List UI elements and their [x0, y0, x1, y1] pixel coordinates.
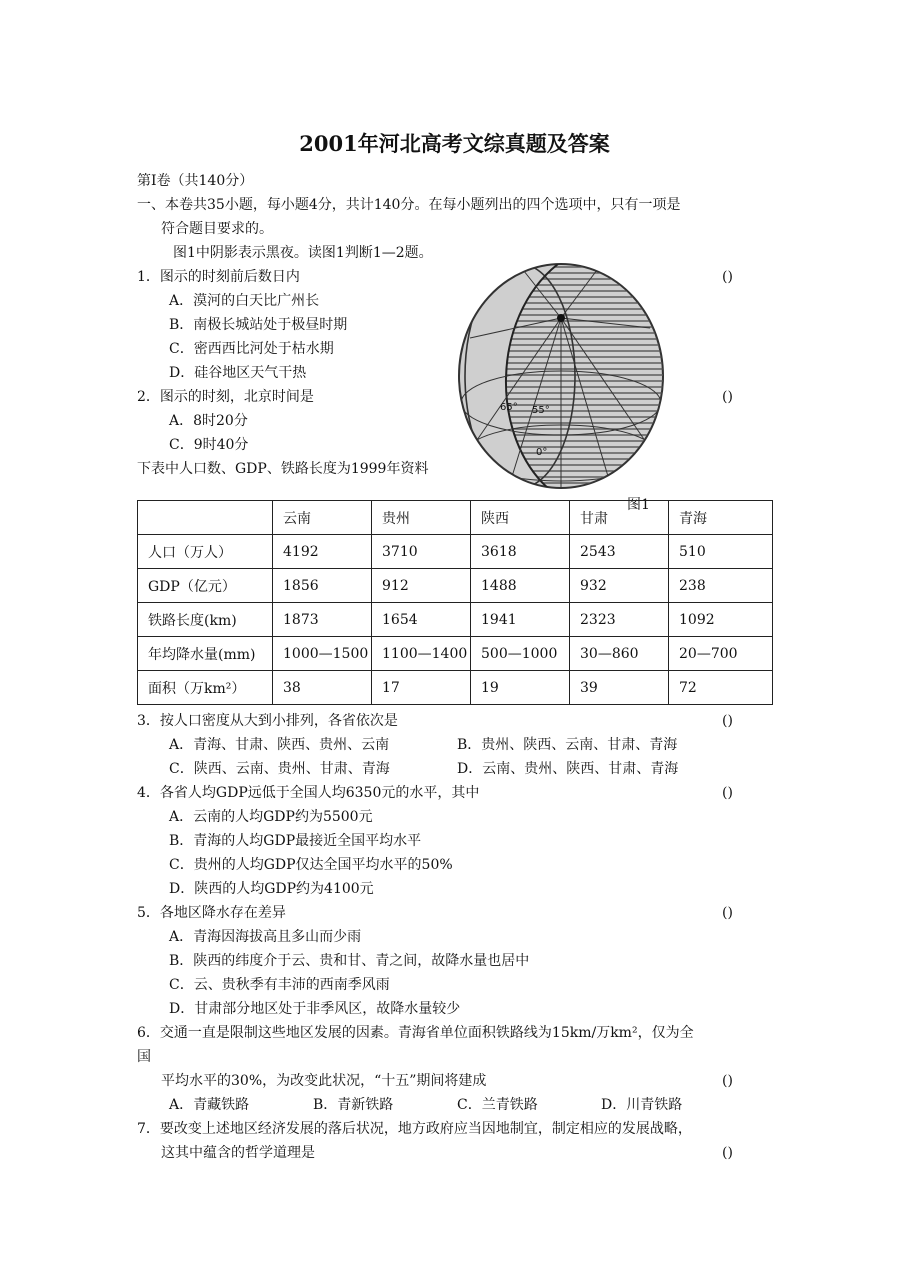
- table-cell: 4192: [273, 535, 372, 569]
- q4-option-d: D．陕西的人均GDP约为4100元: [169, 881, 374, 897]
- instruction-line-2: 符合题目要求的。: [161, 221, 273, 237]
- q3-stem: 3．按人口密度从大到小排列，各省依次是: [137, 713, 398, 729]
- table-cell: 1100—1400: [372, 637, 471, 671]
- table-row: [138, 671, 773, 705]
- q1-answer-paren: (): [722, 269, 733, 285]
- q5-option-c: C．云、贵秋季有丰沛的西南季风雨: [169, 977, 390, 993]
- table-cell: 1092: [669, 603, 773, 637]
- table-cell: GDP（亿元）: [138, 569, 273, 603]
- q1-option-b: B．南极长城站处于极昼时期: [169, 317, 348, 333]
- q1-stem: 1．图示的时刻前后数日内: [137, 269, 300, 285]
- table-cell: 面积（万km²）: [138, 671, 273, 705]
- table-header-cell: 青海: [669, 501, 773, 535]
- q6-option-b: B．青新铁路: [313, 1097, 394, 1113]
- q1-option-d: D．硅谷地区天气干热: [169, 365, 307, 381]
- table-cell: 30—860: [570, 637, 669, 671]
- lat-label-65: 65°: [500, 402, 518, 413]
- q4-answer-paren: (): [722, 785, 733, 801]
- q7-stem-line-2: 这其中蕴含的哲学道理是: [161, 1145, 315, 1161]
- province-data-table: [137, 500, 773, 705]
- figure-intro: 图1中阴影表示黑夜。读图1判断1—2题。: [173, 245, 433, 261]
- table-header-row: [138, 501, 773, 535]
- table-cell: 2543: [570, 535, 669, 569]
- section-heading: 第Ⅰ卷（共140分）: [137, 173, 254, 189]
- q6-stem-line-1: 6．交通一直是限制这些地区发展的因素。青海省单位面积铁路线为15km/万km²，仅为全: [137, 1025, 694, 1041]
- table-header-cell: 甘肃: [570, 501, 669, 535]
- q3-answer-paren: (): [722, 713, 733, 729]
- table-cell: 1856: [273, 569, 372, 603]
- table-row: [138, 569, 773, 603]
- table-cell: 932: [570, 569, 669, 603]
- table-cell: 年均降水量(mm): [138, 637, 273, 671]
- figure-1-globe: [450, 258, 672, 498]
- q6-option-a: A．青藏铁路: [169, 1097, 250, 1113]
- q2-stem: 2．图示的时刻，北京时间是: [137, 389, 314, 405]
- q3-option-d: D．云南、贵州、陕西、甘肃、青海: [457, 761, 679, 777]
- q1-option-a: A．漠河的白天比广州长: [169, 293, 320, 309]
- table-cell: 铁路长度(km): [138, 603, 273, 637]
- q6-stem-line-2: 国: [137, 1049, 151, 1065]
- table-cell: 20—700: [669, 637, 773, 671]
- q7-stem-line-1: 7．要改变上述地区经济发展的落后状况，地方政府应当因地制宜，制定相应的发展战略，: [137, 1121, 692, 1137]
- q1-option-c: C．密西西比河处于枯水期: [169, 341, 334, 357]
- q3-option-b: B．贵州、陕西、云南、甘肃、青海: [457, 737, 678, 753]
- table-cell: 1488: [471, 569, 570, 603]
- table-cell: 1941: [471, 603, 570, 637]
- lat-label-0: 0°: [536, 447, 548, 458]
- table-row: [138, 603, 773, 637]
- q4-option-a: A．云南的人均GDP约为5500元: [169, 809, 373, 825]
- table-cell: 500—1000: [471, 637, 570, 671]
- table-cell: 人口（万人）: [138, 535, 273, 569]
- q5-option-a: A．青海因海拔高且多山而少雨: [169, 929, 362, 945]
- q6-answer-paren: (): [722, 1073, 733, 1089]
- table-cell: 19: [471, 671, 570, 705]
- document-title: 2001年河北高考文综真题及答案: [299, 131, 610, 156]
- q3-option-a: A．青海、甘肃、陕西、贵州、云南: [169, 737, 390, 753]
- q6-option-d: D．川青铁路: [601, 1097, 683, 1113]
- table-cell: 2323: [570, 603, 669, 637]
- table-cell: 38: [273, 671, 372, 705]
- q4-option-c: C．贵州的人均GDP仅达全国平均水平的50%: [169, 857, 453, 873]
- table-row: [138, 535, 773, 569]
- q2-option-a: A．8时20分: [169, 413, 248, 429]
- table-cell: 3710: [372, 535, 471, 569]
- q5-answer-paren: (): [722, 905, 733, 921]
- table-header-cell: 云南: [273, 501, 372, 535]
- table-header-cell: 陕西: [471, 501, 570, 535]
- figure-1-caption: 图1: [624, 495, 653, 515]
- table-cell: 72: [669, 671, 773, 705]
- q2-option-c: C．9时40分: [169, 437, 249, 453]
- table-cell: 510: [669, 535, 773, 569]
- table-intro: 下表中人口数、GDP、铁路长度为1999年资料: [137, 461, 429, 477]
- table-header-cell: 贵州: [372, 501, 471, 535]
- table-cell: 1000—1500: [273, 637, 372, 671]
- q5-option-b: B．陕西的纬度介于云、贵和甘、青之间，故降水量也居中: [169, 953, 530, 969]
- lat-label-55: 55°: [532, 405, 550, 416]
- q2-answer-paren: (): [722, 389, 733, 405]
- table-cell: 1873: [273, 603, 372, 637]
- table-cell: 39: [570, 671, 669, 705]
- table-row: [138, 637, 773, 671]
- table-header-cell: [138, 501, 273, 535]
- q6-option-c: C．兰青铁路: [457, 1097, 538, 1113]
- instruction-line-1: 一、本卷共35小题，每小题4分，共计140分。在每小题列出的四个选项中，只有一项是: [137, 197, 681, 213]
- table-cell: 3618: [471, 535, 570, 569]
- table-cell: 1654: [372, 603, 471, 637]
- q5-stem: 5．各地区降水存在差异: [137, 905, 286, 921]
- table-cell: 17: [372, 671, 471, 705]
- q5-option-d: D．甘肃部分地区处于非季风区，故降水量较少: [169, 1001, 461, 1017]
- q4-option-b: B．青海的人均GDP最接近全国平均水平: [169, 833, 422, 849]
- table-cell: 238: [669, 569, 773, 603]
- q6-stem-line-3: 平均水平的30%，为改变此状况，“十五”期间将建成: [161, 1073, 487, 1089]
- q4-stem: 4．各省人均GDP远低于全国人均6350元的水平，其中: [137, 785, 480, 801]
- q3-option-c: C．陕西、云南、贵州、甘肃、青海: [169, 761, 390, 777]
- table-cell: 912: [372, 569, 471, 603]
- q7-answer-paren: (): [722, 1145, 733, 1161]
